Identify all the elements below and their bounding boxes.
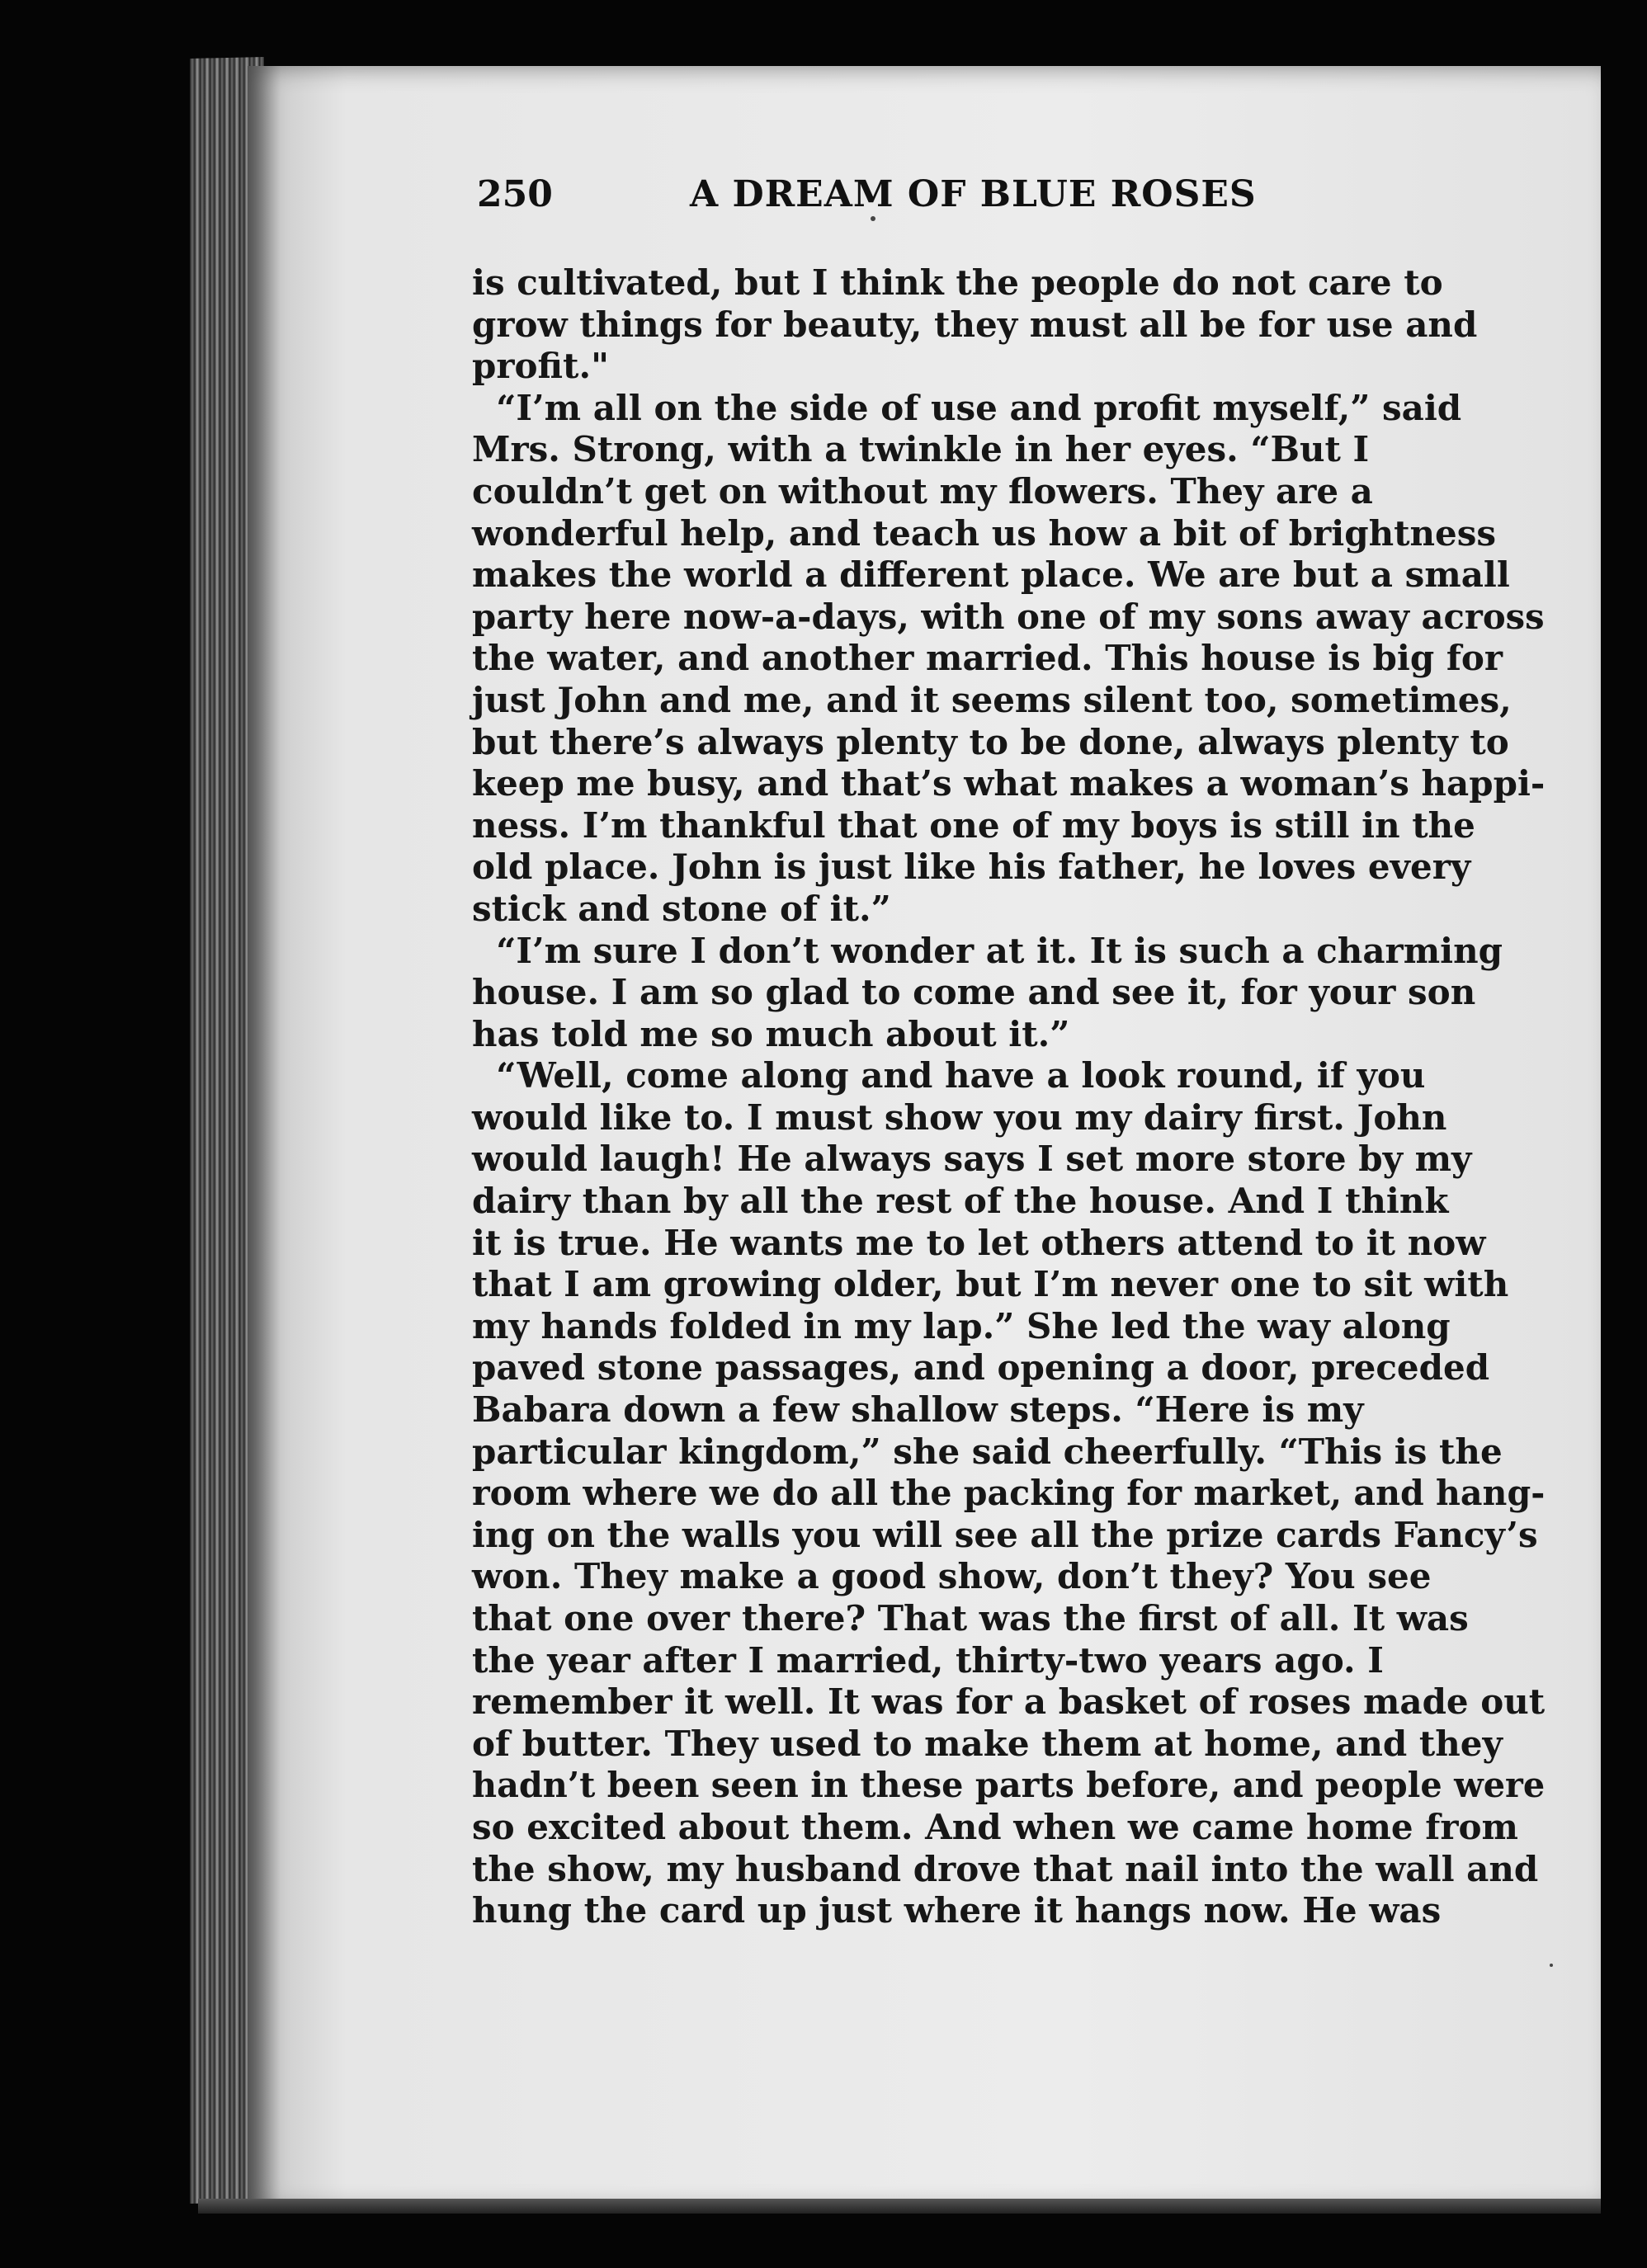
text-line: couldn’t get on without my flowers. They are a (472, 470, 1373, 512)
text-line: paved stone passages, and opening a door, preceded (472, 1347, 1490, 1389)
text-line: won. They make a good show, don’t they? You see (472, 1556, 1432, 1597)
text-line: hung the card up just where it hangs now. He was (472, 1890, 1442, 1931)
text-line: house. I am so glad to come and see it, for your son (472, 972, 1476, 1013)
text-line: old place. John is just like his father, he loves every (472, 846, 1471, 888)
body-text (472, 262, 1545, 1932)
page-bottom-shadow (198, 2199, 1601, 2214)
text-line: wonderful help, and teach us how a bit of brightness (472, 512, 1497, 554)
text-line: just John and me, and it seems silent too, sometimes, (472, 679, 1512, 720)
text-line: it is true. He wants me to let others attend to it now (472, 1222, 1486, 1263)
text-line: profit." (472, 346, 609, 387)
text-line: has told me so much about it.” (472, 1013, 1070, 1054)
text-line: would laugh! He always says I set more store by my (472, 1139, 1472, 1180)
text-line: “I’m all on the side of use and profit myself,” said (472, 387, 1462, 428)
text-line: grow things for beauty, they must all be for use and (472, 304, 1478, 345)
text-line: that I am growing older, but I’m never one to sit with (472, 1264, 1509, 1305)
text-line: is cultivated, but I think the people do not care to (472, 262, 1443, 303)
text-line: stick and stone of it.” (472, 888, 891, 929)
text-line: the water, and another married. This house is big for (472, 638, 1503, 679)
scan-speck (871, 216, 875, 221)
text-line: “I’m sure I don’t wonder at it. It is such a charming (472, 930, 1503, 971)
text-line: that one over there? That was the first of all. It was (472, 1598, 1469, 1639)
text-line: particular kingdom,” she said cheerfully. “This is the (472, 1431, 1503, 1472)
text-line: hadn’t been seen in these parts before, and people were (472, 1765, 1546, 1806)
text-line: “Well, come along and have a look round, if you (472, 1055, 1426, 1096)
text-line: remember it well. It was for a basket of roses made out (472, 1681, 1546, 1723)
text-line: Mrs. Strong, with a twinkle in her eyes. “But I (472, 429, 1370, 470)
text-line: of butter. They used to make them at home, and they (472, 1723, 1503, 1764)
text-line: Babara down a few shallow steps. “Here is my (472, 1389, 1364, 1431)
text-line: my hands folded in my lap.” She led the way along (472, 1305, 1451, 1346)
page-number: 250 (477, 173, 553, 215)
text-line: ing on the walls you will see all the prize cards Fancy’s (472, 1514, 1538, 1555)
text-line: so excited about them. And when we came home from (472, 1806, 1518, 1847)
text-line: the show, my husband drove that nail into the wall and (472, 1848, 1539, 1889)
text-line: would like to. I must show you my dairy first. John (472, 1096, 1447, 1138)
text-line: makes the world a different place. We are but a small (472, 554, 1510, 596)
text-line: but there’s always plenty to be done, always plenty to (472, 721, 1509, 762)
text-line: ness. I’m thankful that one of my boys is still in the (472, 804, 1475, 846)
text-line: room where we do all the packing for market, and hang- (472, 1473, 1546, 1514)
text-line: the year after I married, thirty-two years ago. I (472, 1639, 1384, 1681)
text-line: keep me busy, and that’s what makes a woman’s happi- (472, 763, 1546, 804)
running-header (477, 173, 1339, 223)
text-line: dairy than by all the rest of the house. And I think (472, 1181, 1449, 1222)
running-title: A DREAM OF BLUE ROSES (690, 173, 1257, 215)
text-line: party here now-a-days, with one of my sons away across (472, 596, 1545, 637)
scan-speck (1550, 1964, 1553, 1967)
